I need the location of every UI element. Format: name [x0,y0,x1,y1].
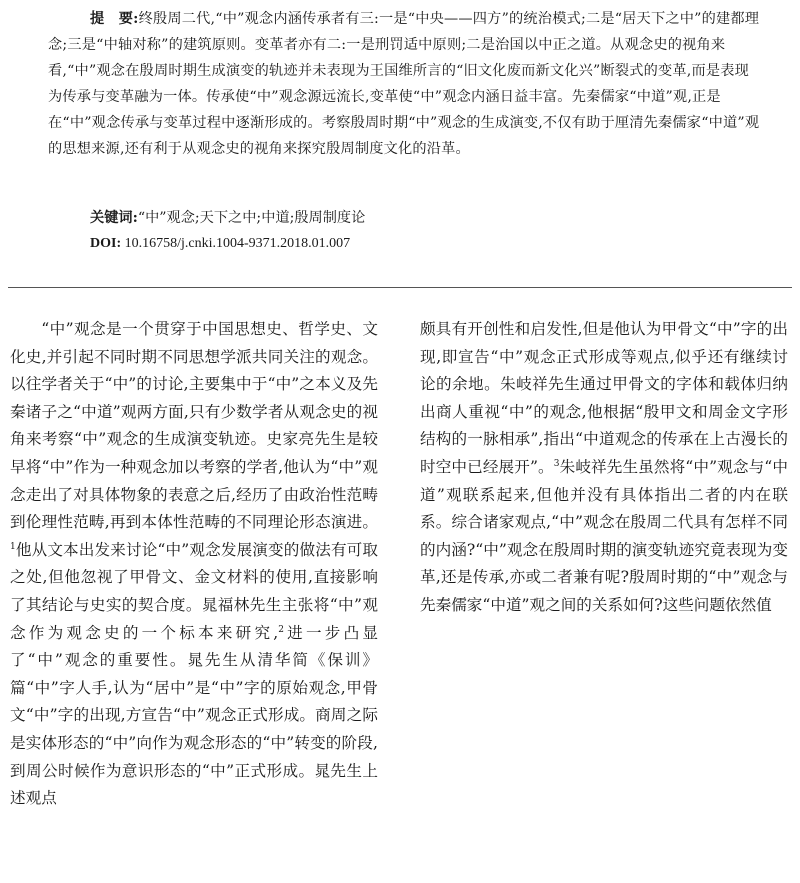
body-paragraph [10,316,378,813]
footnote-marker[interactable]: 2 [278,624,284,635]
footnote-marker[interactable]: 1 [10,541,16,552]
body-text: 进一步凸显了“中”观念的重要性。晁先生从清华简《保训》篇“中”字人手,认为“居中”是“中”字的原始观念,甲骨文“中”字的出现,方宣告“中”观念正式形成。商周之际是实体形态的“中”向作为观念形态的“中”转变的阶段,到周公时候作为意识形态的“中”正式形成。晁先生上述观点 [10,623,378,808]
body-paragraph [420,316,788,620]
keywords [90,208,760,228]
abstract-text: 终殷周二代,“中”观念内涵传承者有三:一是“中央——四方”的统治模式;二是“居天下之中”的建都理念;三是“中轴对称”的建筑原则。变革者亦有二:一是刑罚适中原则;二是治国以中正之道。从观念史的视角来看,“中”观念在殷周时期生成演变的轨迹并未表现为王国维所言的“旧文化废而新文化兴”断裂式的变革,而是表现为传承与变革融为一体。传承使“中”观念源远流长,变革使“中”观念内涵日益丰富。先秦儒家“中道”观,正是在“中”观念传承与变革过程中逐渐形成的。考察殷周时期“中”观念的生成演变,不仅有助于厘清先秦儒家“中道”观的思想来源,还有利于从观念史的视角来探究殷周制度文化的沿革。 [48,11,760,157]
doi [90,234,350,254]
abstract [48,6,760,162]
body-text: 他从文本出发来讨论“中”观念发展演变的做法有可取之处,但他忽视了甲骨文、金文材料的使用,直接影响了其结论与史实的契合度。晁福林先生主张将“中”观念作为观念史的一个标本来研究, [10,540,378,642]
keywords-label: 关键词: [90,210,138,226]
footnote-marker[interactable]: 3 [553,458,560,469]
doi-value: 10.16758/j.cnki.1004-9371.2018.01.007 [124,236,351,251]
body-column-right [420,316,788,620]
keywords-text: “中”观念;天下之中;中道;殷周制度论 [137,210,366,226]
body-text: “中”观念是一个贯穿于中国思想史、哲学史、文化史,并引起不同时期不同思想学派共同关注的观念。以往学者关于“中”的讨论,主要集中于“中”之本义及先秦诸子之“中道”观两方面,只有少数学者从观念史的视角来考察“中”观念的生成演变轨迹。史家亮先生是较早将“中”作为一种观念加以考察的学者,他认为“中”观念走出了对具体物象的表意之后,经历了由政治性范畴到伦理性范畴,再到本体性范畴的不同理论形态演进。 [10,320,378,532]
doi-label: DOI: [90,236,122,251]
body-text: 颇具有开创性和启发性,但是他认为甲骨文“中”字的出现,即宣告“中”观念正式形成等观点,似乎还有继续讨论的余地。朱岐祥先生通过甲骨文的字体和载体归纳出商人重视“中”的观念,他根据“殷甲文和周金文字形结构的一脉相承”,指出“中道观念的传承在上古漫长的时空中已经展开”。 [420,320,788,476]
body-text: 朱岐祥先生虽然将“中”观念与“中道”观联系起来,但他并没有具体指出二者的内在联系。综合诸家观点,“中”观念在殷周二代具有怎样不同的内涵?“中”观念在殷周时期的演变轨迹究竟表现为变革,还是传承,亦或二者兼有呢?殷周时期的“中”观念与先秦儒家“中道”观之间的关系如何?这些问题依然值 [420,457,788,614]
body-column-left [10,316,378,813]
section-divider [8,287,792,288]
abstract-label: 提 要: [90,11,139,27]
